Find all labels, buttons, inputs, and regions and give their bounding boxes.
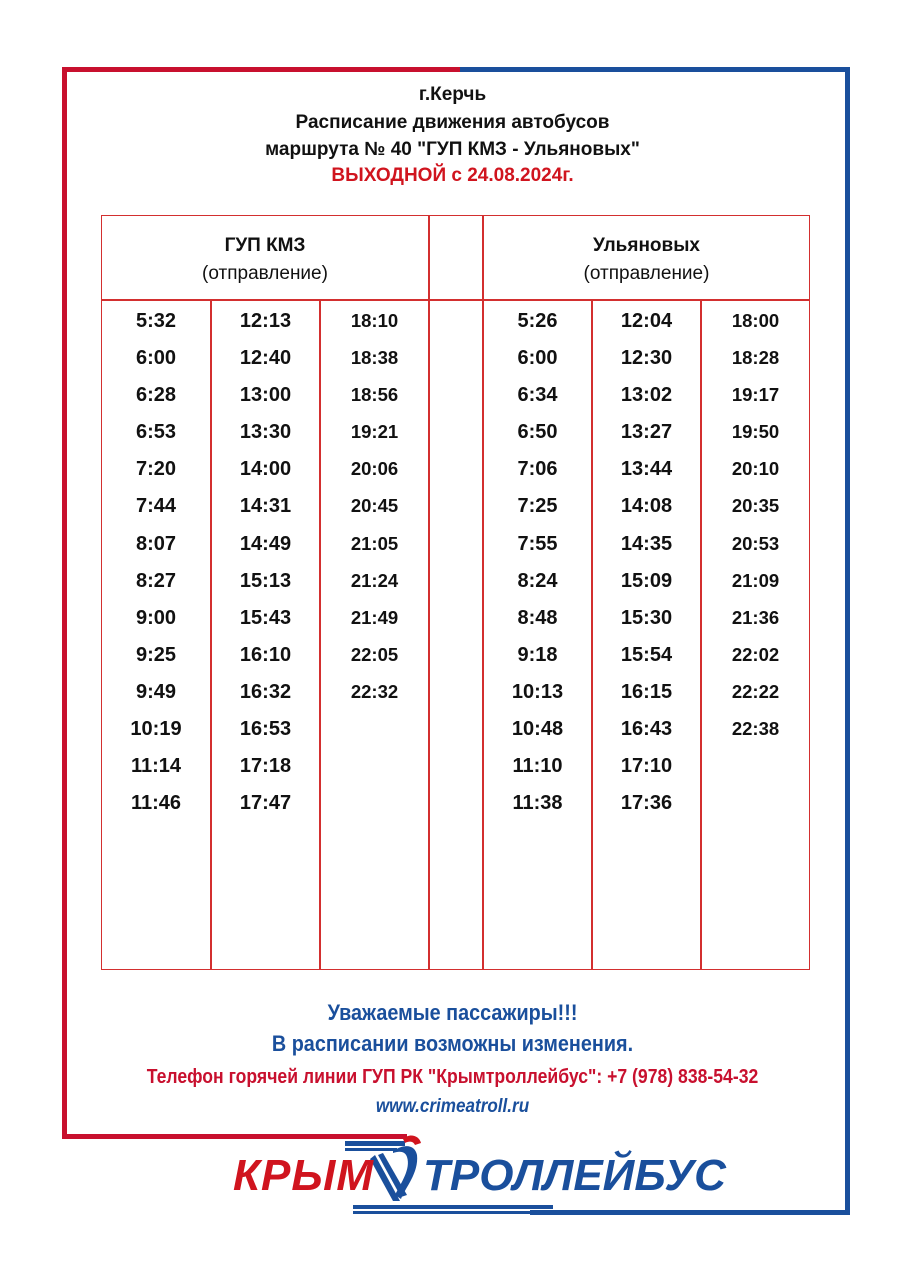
route-title: маршрута № 40 "ГУП КМЗ - Ульяновых": [265, 139, 640, 160]
departure-time: 17:18: [239, 755, 292, 778]
departure-time: 12:04: [620, 310, 673, 332]
departure-time: 19:50: [731, 421, 780, 443]
departure-time: 11:14: [130, 755, 182, 778]
departure-time: 10:19: [130, 718, 182, 741]
departure-time: 17:36: [620, 792, 673, 815]
departure-time: 16:32: [239, 680, 292, 703]
departure-time: 7:20: [135, 458, 177, 481]
departure-time: 11:38: [512, 792, 563, 815]
table-header-divider: [101, 299, 810, 301]
website-link[interactable]: www.crimeatroll.ru: [375, 1096, 530, 1117]
departure-time: 9:49: [135, 680, 177, 703]
departure-time: 14:00: [239, 458, 292, 481]
departure-time: 11:10: [512, 755, 563, 778]
left-stop-name: ГУП КМЗ: [224, 235, 306, 256]
departure-time: 15:13: [239, 569, 292, 592]
departure-time: 21:36: [731, 606, 780, 628]
departure-time: 15:09: [620, 569, 673, 592]
frame-left-red: [62, 67, 67, 1139]
logo-top-stripe: [345, 1141, 405, 1146]
left-column-3: [320, 305, 429, 713]
crimea-trolleybus-logo: [225, 1133, 726, 1218]
left-column-2: [211, 305, 320, 824]
departure-time: 11:46: [130, 792, 182, 815]
departure-time: 7:55: [517, 532, 558, 555]
hotline-text: Телефон горячей линии ГУП РК "Крымтроллейбус": +7 (978) 838-54-32: [146, 1066, 759, 1088]
departure-time: 13:44: [620, 458, 673, 481]
departure-time: 20:35: [731, 495, 780, 517]
departure-time: 13:30: [239, 421, 292, 444]
departure-time: 8:07: [135, 532, 177, 555]
departure-time: 17:47: [239, 792, 292, 815]
departure-time: 10:48: [511, 718, 564, 741]
departure-time: 18:10: [350, 310, 399, 331]
departure-time: 12:40: [239, 347, 292, 370]
logo-word-trolleybus: ТРОЛЛЕЙБУС: [423, 1151, 726, 1200]
departure-time: 16:15: [620, 680, 673, 703]
right-column-2: [592, 305, 701, 824]
logo-word-crimea: КРЫМ: [233, 1151, 375, 1200]
departure-time: 22:22: [731, 680, 780, 702]
departure-time: 14:49: [239, 532, 292, 555]
departure-time: 8:27: [135, 569, 177, 592]
departure-time: 20:53: [731, 532, 780, 554]
departure-time: 6:34: [517, 384, 558, 407]
frame-top-red: [62, 67, 460, 72]
departure-time: 21:05: [350, 532, 399, 554]
departure-time: 6:50: [517, 421, 558, 444]
right-stop-header: [483, 232, 810, 288]
departure-time: 14:08: [620, 495, 673, 518]
departure-time: 22:38: [731, 718, 780, 740]
departure-time: 21:49: [350, 606, 399, 628]
departure-time: 18:00: [731, 310, 780, 331]
validity-title: ВЫХОДНОЙ с 24.08.2024г.: [331, 165, 574, 186]
departure-time: 19:17: [731, 384, 780, 406]
departure-time: 22:05: [350, 643, 399, 665]
departure-time: 8:48: [517, 606, 558, 629]
departure-time: 16:53: [239, 718, 292, 741]
departure-time: 8:24: [517, 569, 558, 592]
departure-time: 6:00: [517, 347, 558, 370]
departure-time: 6:00: [135, 347, 177, 370]
departure-time: 13:00: [239, 384, 292, 407]
departure-time: 13:02: [620, 384, 673, 407]
departure-time: 13:27: [620, 421, 673, 444]
right-stop-name: Ульяновых: [592, 235, 700, 256]
departure-time: 18:56: [350, 384, 399, 406]
departure-time: 18:28: [731, 347, 780, 369]
logo-bottom-stripe: [353, 1205, 553, 1209]
departure-time: 9:25: [135, 643, 177, 666]
departure-time: 7:44: [135, 495, 177, 518]
right-stop-note: (отправление): [583, 263, 710, 284]
left-stop-header: [101, 232, 429, 288]
change-warning: В расписании возможны изменения.: [271, 1031, 634, 1056]
departure-time: 17:10: [620, 755, 673, 778]
departure-time: 21:24: [350, 569, 399, 591]
departure-time: 15:43: [239, 606, 292, 629]
departure-time: 20:10: [731, 458, 780, 480]
departure-time: 12:13: [239, 310, 292, 332]
departure-time: 20:06: [350, 458, 399, 480]
departure-time: 14:35: [620, 532, 673, 555]
left-stop-note: (отправление): [202, 263, 328, 284]
departure-time: 18:38: [350, 347, 399, 369]
departure-time: 6:53: [135, 421, 177, 444]
frame-top-blue: [460, 67, 850, 72]
departure-time: 5:32: [135, 310, 177, 332]
logo-bottom-stripe: [353, 1211, 553, 1214]
departure-time: 14:31: [239, 495, 292, 518]
departure-time: 19:21: [350, 421, 399, 443]
departure-time: 22:02: [731, 643, 780, 665]
passenger-greeting: Уважаемые пассажиры!!!: [327, 1000, 578, 1025]
departure-time: 20:45: [350, 495, 399, 517]
departure-time: 5:26: [517, 310, 558, 332]
departure-time: 9:00: [135, 606, 177, 629]
departure-time: 16:10: [239, 643, 292, 666]
departure-time: 7:06: [517, 458, 558, 481]
schedule-title: Расписание движения автобусов: [295, 112, 610, 133]
departure-time: 21:09: [731, 569, 780, 591]
departure-time: 7:25: [517, 495, 558, 518]
departure-time: 22:32: [350, 680, 399, 702]
departure-time: 15:54: [620, 643, 673, 666]
departure-time: 12:30: [620, 347, 673, 370]
departure-time: 16:43: [620, 718, 673, 741]
departure-time: 10:13: [511, 680, 564, 703]
left-column-1: [101, 305, 211, 824]
departure-time: 6:28: [135, 384, 177, 407]
departure-time: 9:18: [517, 643, 558, 666]
departure-time: 15:30: [620, 606, 673, 629]
city-title: г.Керчь: [418, 84, 487, 105]
right-column-3: [701, 305, 810, 750]
right-column-1: [483, 305, 592, 824]
